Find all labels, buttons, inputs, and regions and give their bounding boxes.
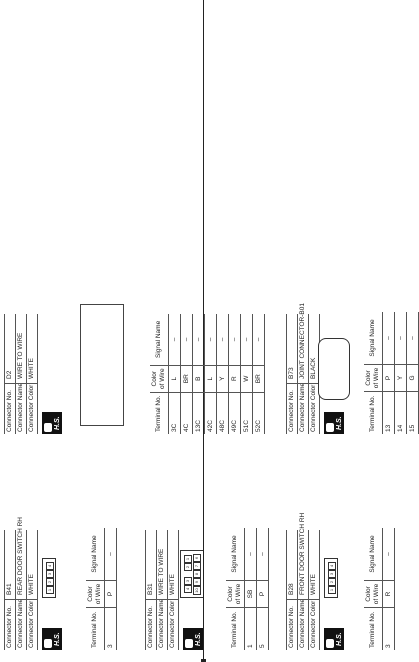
harness-side-icon — [326, 423, 334, 432]
table-row — [217, 314, 229, 434]
cell-terminal: 1 — [245, 608, 257, 651]
table-row — [383, 528, 395, 650]
header-color-of-wire: Color of Wire — [226, 581, 245, 608]
cell-terminal: 52C — [253, 392, 265, 434]
value-connector-no: D2 — [5, 314, 15, 384]
table-row — [105, 528, 117, 650]
value-connector-color: WHITE — [309, 530, 319, 600]
cell-color: B — [193, 365, 205, 392]
table-row — [245, 528, 257, 650]
hs-label: H.S. — [336, 416, 343, 430]
pin: 9 — [193, 578, 201, 586]
terminal-table-b31 — [226, 528, 269, 650]
pin: 8 — [193, 570, 201, 578]
cell-signal: – — [193, 314, 205, 365]
table-row — [407, 312, 419, 434]
connector-info-b73 — [286, 303, 320, 434]
value-connector-color: WHITE — [27, 314, 37, 384]
cell-color: SB — [245, 581, 257, 608]
pin: 6 — [193, 554, 201, 562]
connector-diagram-b73 — [318, 338, 350, 400]
header-signal-name: Signal Name — [86, 528, 105, 581]
pin: 2 — [46, 578, 54, 586]
pin: 3 — [184, 577, 192, 585]
value-connector-no: B41 — [5, 530, 15, 600]
hs-label: H.S. — [54, 632, 61, 646]
cell-color: L — [205, 365, 217, 392]
value-connector-name: WIRE TO WIRE — [16, 314, 26, 384]
table-row — [205, 314, 217, 434]
header-terminal-no: Terminal No. — [150, 392, 169, 434]
label-connector-color: Connector Color — [28, 600, 35, 648]
pin: 2 — [184, 563, 192, 571]
harness-side-icon — [44, 639, 52, 648]
pin: 7 — [193, 562, 201, 570]
terminal-table-d2 — [150, 314, 265, 434]
table-row — [169, 314, 181, 434]
terminal-table-b41 — [86, 528, 117, 650]
table-row — [383, 312, 395, 434]
hs-badge-b73 — [324, 412, 344, 434]
cell-terminal: 3 — [383, 608, 395, 651]
label-connector-no: Connector No. — [6, 390, 13, 432]
pin: 1 — [184, 555, 192, 563]
cell-signal: – — [257, 528, 269, 581]
header-color-of-wire: Color of Wire — [150, 365, 169, 392]
cell-signal: – — [229, 314, 241, 365]
cell-terminal: 51C — [241, 392, 253, 434]
header-color-of-wire: Color of Wire — [364, 581, 383, 608]
header-signal-name: Signal Name — [364, 528, 383, 581]
table-row — [395, 312, 407, 434]
cell-color: Y — [217, 365, 229, 392]
pin: 10 — [193, 586, 201, 595]
cell-terminal: 48C — [217, 392, 229, 434]
cell-terminal: 13 — [383, 392, 395, 435]
cell-signal: – — [383, 528, 395, 581]
header-signal-name: Signal Name — [226, 528, 245, 581]
cell-signal: – — [245, 528, 257, 581]
hs-badge-b31 — [183, 628, 203, 650]
header-terminal-no: Terminal No. — [226, 608, 245, 651]
cell-signal: – — [217, 314, 229, 365]
terminal-table-b73 — [364, 312, 419, 434]
cell-terminal: 3C — [169, 392, 181, 434]
label-connector-color: Connector Color — [310, 384, 317, 432]
cell-color: P — [257, 581, 269, 608]
cell-terminal: 13C — [193, 392, 205, 434]
pin: 1 — [328, 586, 336, 594]
harness-side-icon — [326, 639, 334, 648]
cell-color: Y — [395, 365, 407, 392]
cell-color: P — [383, 365, 395, 392]
hs-label: H.S. — [54, 416, 61, 430]
table-row — [241, 314, 253, 434]
table-row — [193, 314, 205, 434]
table-row — [253, 314, 265, 434]
label-connector-color: Connector Color — [28, 384, 35, 432]
pin: 2 — [328, 578, 336, 586]
cell-terminal: 4C — [181, 392, 193, 434]
cell-color: L — [169, 365, 181, 392]
cell-terminal: 15 — [407, 392, 419, 435]
value-connector-no: B28 — [287, 530, 297, 600]
header-signal-name: Signal Name — [150, 314, 169, 365]
cell-terminal: 3 — [105, 608, 117, 651]
value-connector-name: JOINT CONNECTOR-B01 — [298, 303, 308, 384]
label-connector-name: Connector Name — [299, 382, 306, 432]
harness-side-icon — [44, 423, 52, 432]
table-row — [257, 528, 269, 650]
label-connector-name: Connector Name — [158, 598, 165, 648]
connector-diagram-b28 — [324, 558, 338, 598]
header-terminal-no: Terminal No. — [86, 608, 105, 651]
connector-diagram-d2 — [80, 304, 124, 426]
cell-color: BR — [253, 365, 265, 392]
pin: 4 — [46, 562, 54, 570]
connector-info-b31 — [145, 530, 179, 650]
table-row — [229, 314, 241, 434]
cell-terminal: 42C — [205, 392, 217, 434]
cell-terminal: 5 — [257, 608, 269, 651]
cell-terminal: 49C — [229, 392, 241, 434]
cell-color: R — [383, 581, 395, 608]
cell-terminal: 14 — [395, 392, 407, 435]
value-connector-name: REAR DOOR SWITCH RH — [16, 517, 26, 600]
label-connector-no: Connector No. — [147, 606, 154, 648]
pin: 3 — [328, 570, 336, 578]
header-color-of-wire: Color of Wire — [364, 365, 383, 392]
harness-side-icon — [185, 639, 193, 648]
cell-signal: – — [383, 312, 395, 365]
value-connector-name: FRONT DOOR SWITCH RH — [298, 513, 308, 600]
label-connector-color: Connector Color — [310, 600, 317, 648]
label-connector-color: Connector Color — [169, 600, 176, 648]
connector-info-b28 — [286, 512, 320, 650]
value-connector-no: B31 — [146, 530, 156, 600]
pin: 3 — [46, 570, 54, 578]
connector-diagram-b31 — [180, 550, 204, 598]
label-connector-name: Connector Name — [17, 382, 24, 432]
connector-diagram-b41 — [42, 558, 56, 598]
label-connector-name: Connector Name — [17, 598, 24, 648]
cell-signal: – — [407, 312, 419, 365]
pin: 4 — [184, 585, 192, 593]
cell-color: R — [229, 365, 241, 392]
pin: 4 — [328, 562, 336, 570]
cell-color: G — [407, 365, 419, 392]
cell-signal: – — [395, 312, 407, 365]
value-connector-color: BLACK — [309, 314, 319, 384]
hs-badge-b28 — [324, 628, 344, 650]
pin: 1 — [46, 586, 54, 594]
cell-signal: – — [105, 528, 117, 581]
label-connector-no: Connector No. — [288, 390, 295, 432]
connector-info-d2 — [4, 314, 38, 434]
header-signal-name: Signal Name — [364, 312, 383, 365]
value-connector-name: WIRE TO WIRE — [157, 530, 167, 600]
label-connector-name: Connector Name — [299, 598, 306, 648]
hs-badge-b41 — [42, 628, 62, 650]
terminal-table-b28 — [364, 528, 395, 650]
cell-signal: – — [205, 314, 217, 365]
hs-badge-d2 — [42, 412, 62, 434]
label-connector-no: Connector No. — [288, 606, 295, 648]
value-connector-color: WHITE — [168, 530, 178, 600]
cell-color: P — [105, 581, 117, 608]
cell-signal: – — [253, 314, 265, 365]
connector-info-b41 — [4, 517, 38, 650]
cell-signal: – — [241, 314, 253, 365]
cell-signal: – — [181, 314, 193, 365]
header-terminal-no: Terminal No. — [364, 608, 383, 651]
value-connector-no: B73 — [287, 314, 297, 384]
hs-label: H.S. — [195, 632, 202, 646]
value-connector-color: WHITE — [27, 530, 37, 600]
cell-signal: – — [169, 314, 181, 365]
table-row — [181, 314, 193, 434]
header-terminal-no: Terminal No. — [364, 392, 383, 435]
cell-color: W — [241, 365, 253, 392]
hs-label: H.S. — [336, 632, 343, 646]
label-connector-no: Connector No. — [6, 606, 13, 648]
cell-color: BR — [181, 365, 193, 392]
header-color-of-wire: Color of Wire — [86, 581, 105, 608]
